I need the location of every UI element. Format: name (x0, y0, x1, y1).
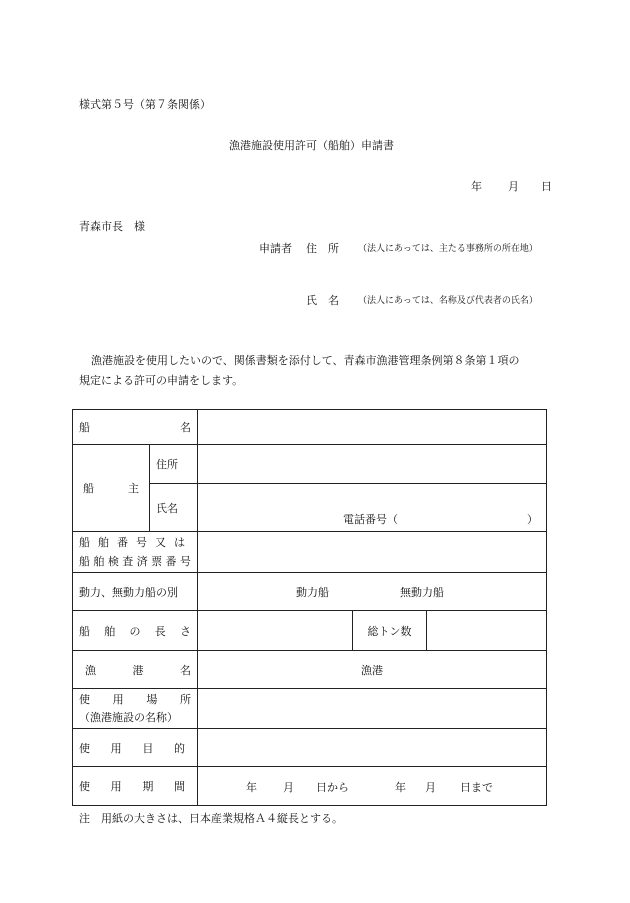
length-label: 船 舶 の 長 さ (79, 624, 191, 638)
tonnage-label: 総トン数 (353, 611, 427, 651)
phone-label: 電話番号（ (343, 513, 398, 526)
period-label: 使 用 期 間 (79, 780, 185, 793)
row-purpose (73, 729, 547, 767)
ship-number-value[interactable] (198, 532, 547, 573)
purpose-label: 使 用 目 的 (79, 741, 185, 755)
row-ship-number (73, 532, 547, 573)
owner-name-label: 氏名 (150, 484, 198, 532)
row-ship-name (73, 410, 547, 445)
date-month: 月 (508, 180, 519, 193)
phone-close: ） (527, 513, 539, 526)
period-month-end: 月 (425, 781, 436, 794)
ship-name-label: 船 名 (79, 421, 191, 434)
addressee: 青森市長 様 (79, 220, 145, 233)
powered-option[interactable]: 動力船 (296, 586, 329, 599)
owner-address-label: 住所 (150, 445, 198, 484)
page-title: 漁港施設使用許可（船舶）申請書 (229, 139, 394, 152)
row-power (73, 573, 547, 611)
body-text-line1: 漁港施設を使用したいので、関係書類を添付して、青森市漁港管理条例第８条第１項の (91, 354, 520, 367)
applicant-label: 申請者 (259, 242, 292, 255)
purpose-value[interactable] (198, 729, 547, 767)
row-port (73, 651, 547, 689)
owner-name-value[interactable] (198, 484, 547, 532)
unpowered-option[interactable]: 無動力船 (400, 586, 444, 599)
owner-label: 船 主 (83, 482, 139, 495)
power-value[interactable] (198, 573, 547, 611)
power-label: 動力、無動力船の別 (73, 573, 198, 611)
port-label: 漁 港 名 (85, 663, 191, 677)
row-owner-address (73, 445, 547, 484)
date-year: 年 (471, 180, 482, 193)
row-period (73, 767, 547, 806)
tonnage-value[interactable] (427, 611, 547, 651)
ship-number-label: 船 舶 番 号 又 は 船 舶 検 査 済 票 番 号 (79, 536, 191, 568)
address-label: 住 所 (306, 242, 339, 255)
form-number: 様式第５号（第７条関係） (79, 98, 211, 111)
application-table (72, 409, 547, 806)
row-length (73, 611, 547, 651)
port-value[interactable]: 漁港 (198, 651, 547, 689)
period-day-end: 日まで (460, 781, 493, 794)
address-note: （法人にあっては、主たる事務所の所在地） (358, 244, 538, 254)
row-location (73, 689, 547, 729)
date-day: 日 (541, 180, 552, 193)
ship-name-value[interactable] (198, 410, 547, 445)
body-text-line2: 規定による許可の申請をします。 (79, 374, 244, 387)
period-year-start: 年 (246, 781, 257, 794)
name-note: （法人にあっては、名称及び代表者の氏名） (358, 296, 538, 306)
period-day-start: 日から (316, 781, 349, 794)
location-label: 使 用 場 所 （漁港施設の名称） (79, 692, 191, 724)
name-label: 氏 名 (306, 294, 339, 307)
period-value[interactable] (198, 767, 547, 806)
period-year-end: 年 (395, 781, 406, 794)
footnote: 注 用紙の大きさは、日本産業規格Ａ４縦長とする。 (79, 812, 343, 825)
length-value[interactable] (198, 611, 353, 651)
period-month-start: 月 (283, 781, 294, 794)
owner-address-value[interactable] (198, 445, 547, 484)
location-value[interactable] (198, 689, 547, 729)
